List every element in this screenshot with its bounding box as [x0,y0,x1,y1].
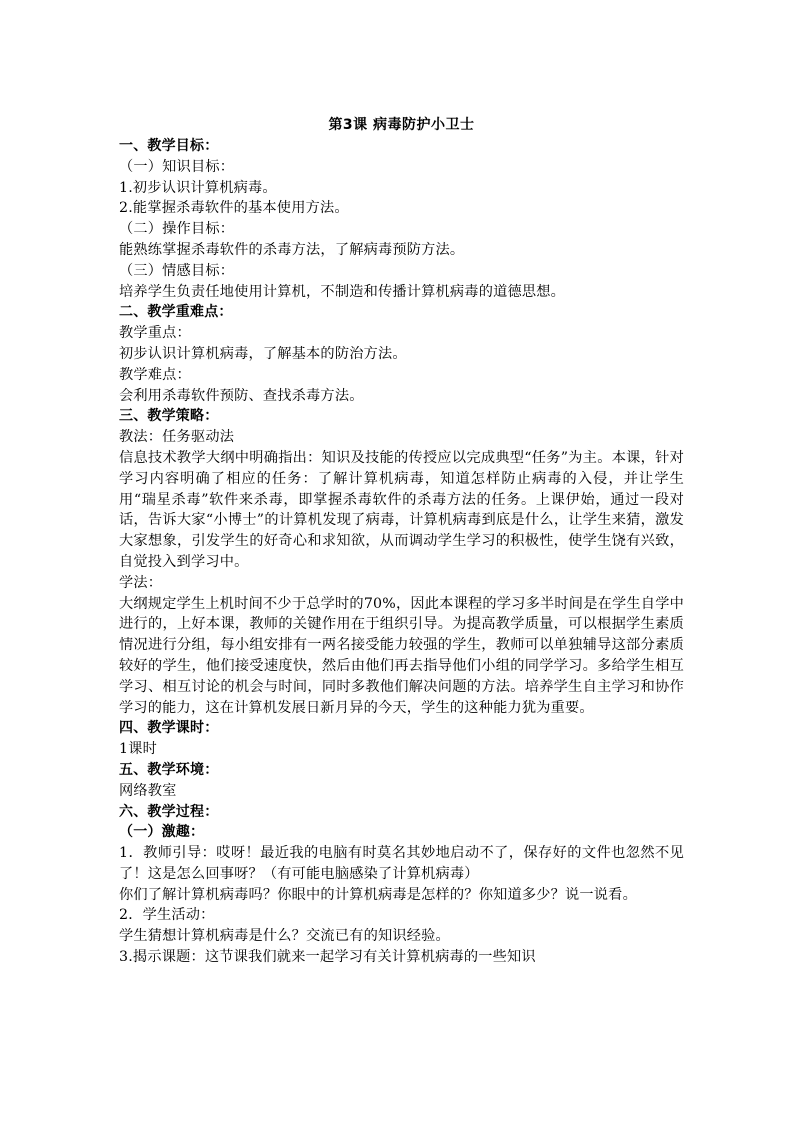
section-heading-strategy: 三、教学策略： [119,408,219,425]
list-item: 2.能掌握杀毒软件的基本使用方法。 [119,200,349,217]
paragraph-learning-method: 大纲规定学生上机时间不少于总学时的70%，因此本课程的学习多半时间是在学生自学中进行的，上好本课，教师的关键作用在于组织引导。为提高教学质量，可以根据学生素质情况进行分组，每小组安排有一两名接受能力较强的学生，教师可以单独辅导这部分素质较好的学生，他们接受速度快，然后由他们再去指导他们小组的同学学习。多给学生相互学习、相互讨论的机会与时间，同时多教他们解决问题的方法。培养学生自主学习和协作学习的能力，这在计算机发展日新月异的今天，学生的这种能力犹为重要。 [119,595,684,716]
section-heading-key-points: 二、教学重难点： [119,304,233,321]
section-heading-process: 六、教学过程： [119,803,219,820]
label-key-point: 教学重点： [119,325,191,342]
list-item: 1．教师引导：哎呀！最近我的电脑有时莫名其妙地启动不了，保存好的文件也忽然不见了！这是怎么回事呀？（有可能电脑感染了计算机病毒） [119,845,684,882]
paragraph: 会利用杀毒软件预防、查找杀毒方法。 [119,387,364,404]
paragraph: 网络教室 [119,782,177,799]
paragraph: 你们了解计算机病毒吗？你眼中的计算机病毒是怎样的？你知道多少？说一说看。 [119,886,637,903]
section-heading-environment: 五、教学环境： [119,761,219,778]
subheading-operation-goal: （二）操作目标： [119,221,235,238]
label-difficult-point: 教学难点： [119,366,191,383]
list-item: 1.初步认识计算机病毒。 [119,179,277,196]
paragraph: 学生猜想计算机病毒是什么？交流已有的知识经验。 [119,928,450,945]
document-body [119,115,684,968]
paragraph: 培养学生负责任地使用计算机，不制造和传播计算机病毒的道德思想。 [119,283,566,300]
label-learning-method: 学法： [119,574,163,591]
section-heading-class-hours: 四、教学课时： [119,720,219,737]
list-item: 2．学生活动： [119,907,215,924]
list-item: 3.揭示课题：这节课我们就来一起学习有关计算机病毒的一些知识 [119,949,536,966]
paragraph-teaching-method: 信息技术教学大纲中明确指出：知识及技能的传授应以完成典型“任务”为主。本课，针对学习内容明确了相应的任务：了解计算机病毒，知道怎样防止病毒的入侵，并让学生用“瑞星杀毒”软件来杀毒，即掌握杀毒软件的杀毒方法的任务。上课伊始，通过一段对话，告诉大家“小博士”的计算机发现了病毒，计算机病毒到底是什么，让学生来猜，激发大家想象，引发学生的好奇心和求知欲，从而调动学生学习的积极性，使学生饶有兴致，自觉投入到学习中。 [119,449,684,570]
page-title: 第3课 病毒防护小卫士 [328,117,475,133]
paragraph: 1课时 [119,741,158,758]
paragraph: 能熟练掌握杀毒软件的杀毒方法，了解病毒预防方法。 [119,241,465,258]
subheading-emotion-goal: （三）情感目标： [119,262,235,279]
section-heading-objectives: 一、教学目标： [119,138,219,154]
subheading-motivation: （一）激趣： [119,824,205,841]
label-teaching-method: 教法：任务驱动法 [119,429,235,446]
subheading-knowledge-goal: （一）知识目标： [119,158,235,175]
paragraph: 初步认识计算机病毒，了解基本的防治方法。 [119,345,407,362]
